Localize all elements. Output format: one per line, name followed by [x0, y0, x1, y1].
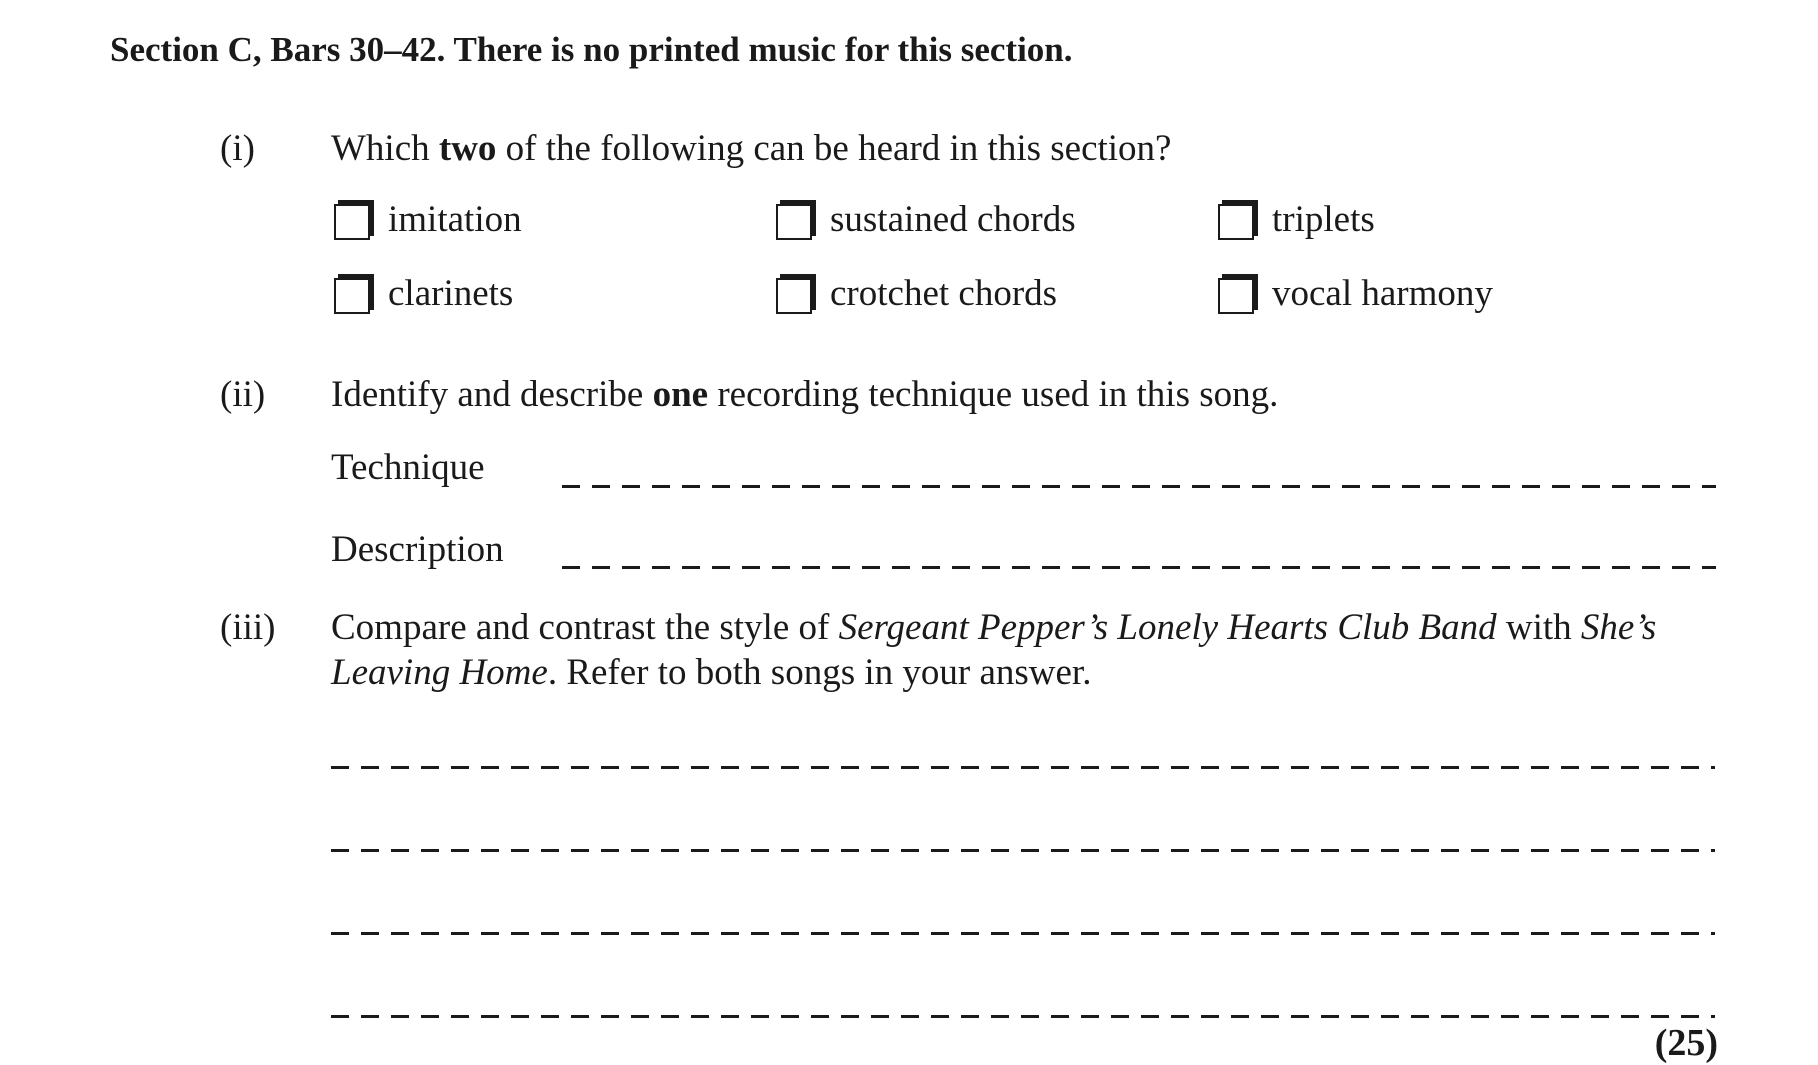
- answer-line-3[interactable]: [331, 932, 1715, 935]
- technique-answer-line[interactable]: [562, 485, 1716, 488]
- song-title-sergeant-pepper: Sergeant Pepper’s Lonely Hearts Club Band: [838, 607, 1497, 648]
- option-crotchet-chords[interactable]: [776, 272, 1057, 315]
- question-3-number: (iii): [220, 607, 276, 648]
- question-3-text-line-1: [331, 606, 1656, 649]
- question-2-text-emphasis: one: [652, 374, 709, 415]
- question-1-text-start: Which: [331, 128, 439, 169]
- option-clarinets[interactable]: [334, 272, 513, 315]
- question-3-line-2-end: . Refer to both songs in your answer.: [547, 652, 1092, 693]
- technique-label: Technique: [331, 447, 485, 488]
- question-2-text-start: Identify and describe: [331, 374, 653, 415]
- question-2-number: (ii): [220, 374, 266, 415]
- question-2-text-end: recording technique used in this song.: [708, 374, 1279, 415]
- option-vocal-harmony-label: vocal harmony: [1272, 273, 1493, 314]
- option-vocal-harmony-checkbox[interactable]: [1218, 278, 1254, 314]
- question-1-text-end: of the following can be heard in this section?: [496, 128, 1172, 169]
- question-2-text: [331, 373, 1278, 416]
- answer-line-4[interactable]: [331, 1015, 1715, 1018]
- total-marks: (25): [1654, 1022, 1718, 1064]
- answer-line-1[interactable]: [331, 766, 1715, 769]
- song-title-shes-leaving-home-end: Leaving Home: [331, 652, 548, 693]
- option-clarinets-checkbox[interactable]: [334, 278, 370, 314]
- option-sustained-chords[interactable]: [776, 198, 1076, 241]
- option-imitation-checkbox[interactable]: [334, 204, 370, 240]
- option-imitation-label: imitation: [388, 199, 522, 240]
- option-sustained-chords-checkbox[interactable]: [776, 204, 812, 240]
- option-imitation[interactable]: [334, 198, 522, 241]
- question-1-text: [331, 127, 1171, 170]
- section-heading: Section C, Bars 30–42. There is no printed music for this section.: [110, 30, 1073, 69]
- option-triplets-label: triplets: [1272, 199, 1375, 240]
- option-triplets[interactable]: [1218, 198, 1375, 241]
- song-title-shes-leaving-home-start: She’s: [1580, 607, 1657, 648]
- answer-line-2[interactable]: [331, 849, 1715, 852]
- question-3-line-1-start: Compare and contrast the style of: [331, 607, 839, 648]
- question-3-line-1-connector: with: [1496, 607, 1581, 648]
- option-clarinets-label: clarinets: [388, 273, 514, 314]
- question-1-number: (i): [220, 128, 255, 169]
- option-sustained-chords-label: sustained chords: [830, 199, 1076, 240]
- option-vocal-harmony[interactable]: [1218, 272, 1493, 315]
- option-crotchet-chords-checkbox[interactable]: [776, 278, 812, 314]
- option-crotchet-chords-label: crotchet chords: [830, 273, 1058, 314]
- description-answer-line[interactable]: [562, 566, 1716, 569]
- question-3-text-line-2: [331, 651, 1091, 694]
- question-1-text-emphasis: two: [438, 128, 497, 169]
- option-triplets-checkbox[interactable]: [1218, 204, 1254, 240]
- description-label: Description: [331, 529, 504, 570]
